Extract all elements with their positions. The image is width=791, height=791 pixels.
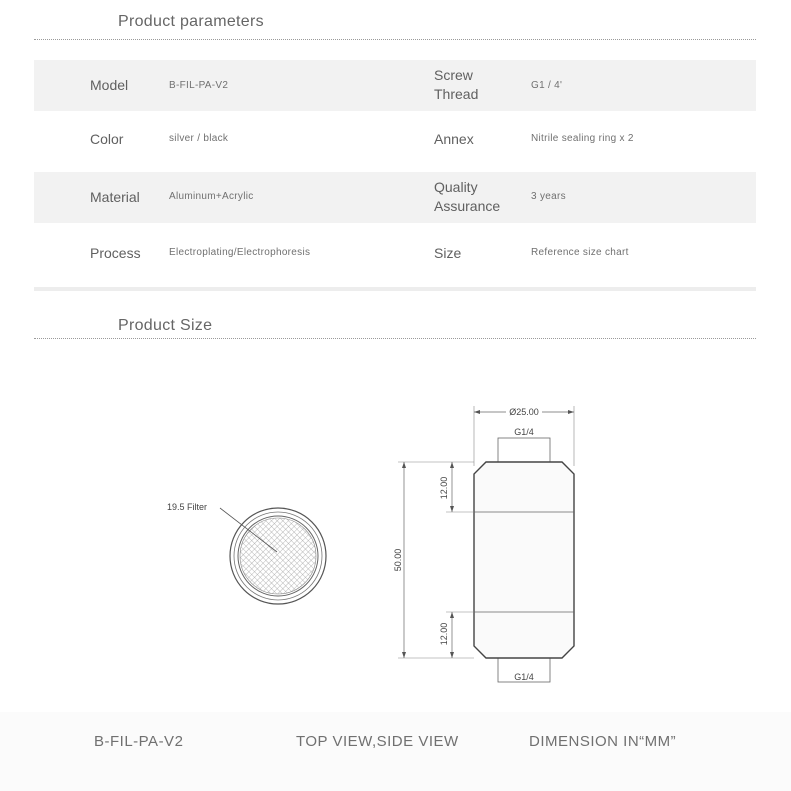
diameter-label: Ø25.00 xyxy=(509,407,539,417)
param-value-quality-assurance: 3 years xyxy=(531,191,566,202)
param-value-material: Aluminum+Acrylic xyxy=(169,191,254,202)
height-total-label: 50.00 xyxy=(393,548,403,572)
footer-views: TOP VIEW,SIDE VIEW xyxy=(296,733,459,750)
side-view xyxy=(393,406,574,682)
param-value-color: silver / black xyxy=(169,133,229,144)
height-bottom-label: 12.00 xyxy=(439,622,449,646)
filter-label: 19.5 Filter xyxy=(167,502,208,512)
param-label-color: Color xyxy=(90,131,124,147)
param-value-process: Electroplating/Electrophoresis xyxy=(169,247,311,258)
param-value-model: B-FIL-PA-V2 xyxy=(169,80,229,91)
param-value-annex: Nitrile sealing ring x 2 xyxy=(531,133,634,144)
param-label-material: Material xyxy=(90,189,140,205)
size-title: Product Size xyxy=(118,317,213,334)
thread-top-label: G1/4 xyxy=(514,427,534,437)
param-label-process: Process xyxy=(90,245,141,261)
param-value-size: Reference size chart xyxy=(531,247,629,258)
param-label-screw-thread: Screw Thread xyxy=(434,67,479,102)
param-label-annex: Annex xyxy=(434,131,474,147)
thread-bottom-label: G1/4 xyxy=(514,672,534,682)
top-view xyxy=(167,502,326,604)
param-value-screw-thread: G1 / 4' xyxy=(531,80,563,91)
param-label-quality-assurance: Quality Assurance xyxy=(434,179,501,214)
height-top-label: 12.00 xyxy=(439,476,449,500)
parameters-title: Product parameters xyxy=(118,13,264,30)
param-label-model: Model xyxy=(90,77,129,93)
housing-outline xyxy=(474,462,574,658)
footer-model: B-FIL-PA-V2 xyxy=(94,733,184,750)
top-fitting xyxy=(498,438,550,464)
footer-unit: DIMENSION IN“MM” xyxy=(529,733,677,750)
param-label-size: Size xyxy=(434,245,462,261)
